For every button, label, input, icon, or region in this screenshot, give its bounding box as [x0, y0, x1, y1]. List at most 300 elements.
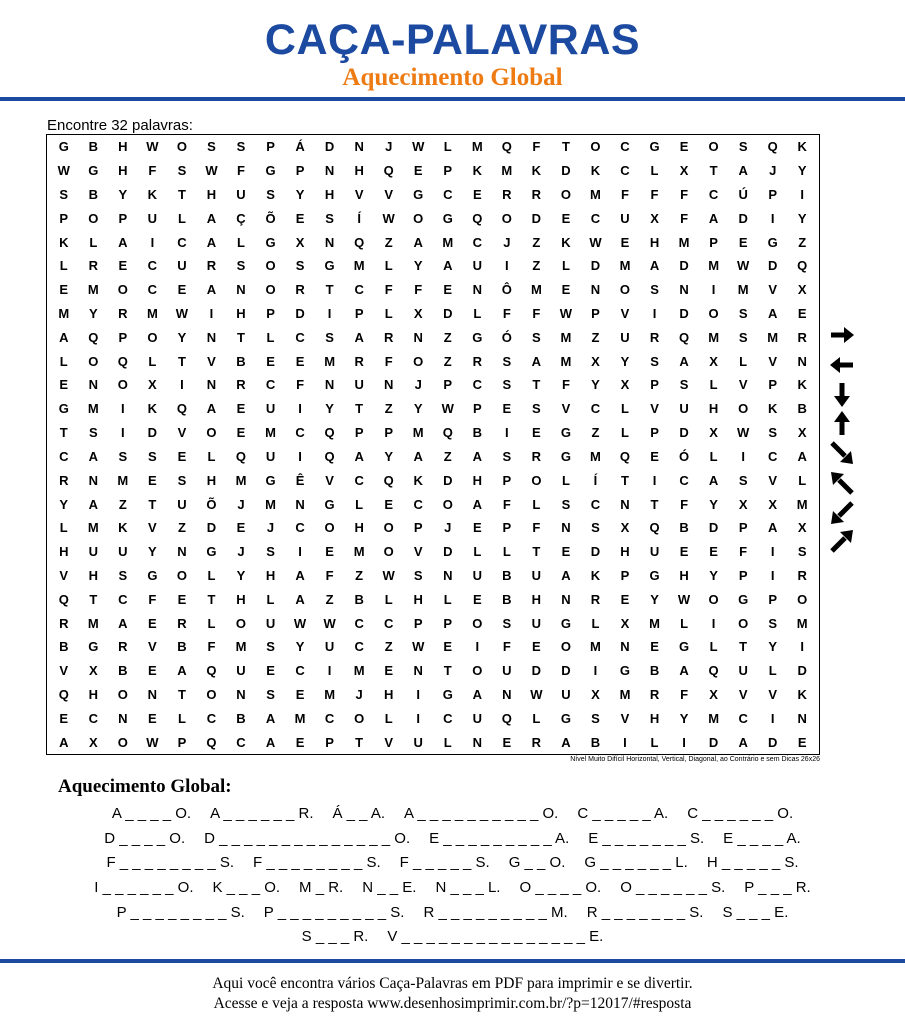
- grid-cell: G: [147, 567, 158, 583]
- grid-cell: P: [443, 615, 453, 631]
- clue-item: C _ _ _ _ _ _ O.: [687, 805, 794, 822]
- grid-cell: S: [738, 306, 748, 322]
- grid-cell: K: [147, 401, 158, 417]
- grid-cell: N: [502, 686, 512, 702]
- grid-cell: U: [236, 663, 246, 679]
- grid-cell: J: [414, 377, 422, 393]
- grid-cell: F: [739, 544, 748, 560]
- grid-cell: M: [649, 615, 660, 631]
- grid-cell: C: [295, 329, 305, 345]
- grid-cell: X: [797, 425, 807, 441]
- grid-cell: W: [737, 258, 750, 274]
- grid-cell: Z: [532, 258, 541, 274]
- grid-cell: E: [384, 496, 394, 512]
- grid-cell: M: [353, 544, 365, 560]
- grid-cell: Q: [354, 234, 365, 250]
- grid-cell: T: [709, 163, 718, 179]
- grid-cell: G: [58, 401, 69, 417]
- grid-cell: E: [620, 591, 630, 607]
- grid-cell: Y: [325, 401, 334, 417]
- clue-item: O _ _ _ _ O.: [519, 879, 602, 897]
- grid-cell: U: [472, 710, 482, 726]
- grid-cell: X: [148, 377, 157, 393]
- grid-cell: L: [207, 567, 216, 583]
- grid-cell: J: [237, 496, 245, 512]
- grid-cell: F: [650, 187, 659, 203]
- grid-cell: A: [443, 258, 453, 274]
- grid-cell: Y: [88, 306, 98, 322]
- grid-cell: M: [708, 258, 720, 274]
- grid-cell: F: [532, 306, 541, 322]
- grid-cell: W: [382, 210, 395, 226]
- grid-cell: Y: [709, 496, 718, 512]
- arrow-up-right-icon: [822, 528, 862, 554]
- grid-cell: M: [235, 639, 247, 655]
- grid-cell: D: [561, 663, 571, 679]
- grid-cell: V: [148, 520, 157, 536]
- grid-cell: U: [147, 210, 158, 226]
- grid-cell: O: [383, 544, 394, 560]
- grid-cell: O: [354, 710, 365, 726]
- clues-title: Aquecimento Global:: [58, 776, 232, 797]
- grid-cell: O: [88, 210, 99, 226]
- grid-cell: M: [58, 306, 70, 322]
- grid-cell: P: [59, 210, 69, 226]
- clue-item: R _ _ _ _ _ _ _ _ _ M.: [423, 903, 568, 921]
- clue-item: O _ _ _ _ _ _ S.: [620, 879, 726, 897]
- grid-cell: G: [265, 472, 276, 488]
- clue-item: S _ _ _ R.: [301, 928, 369, 946]
- grid-cell: D: [443, 472, 453, 488]
- grid-cell: M: [294, 710, 306, 726]
- grid-cell: C: [590, 401, 601, 417]
- grid-cell: V: [177, 425, 187, 441]
- grid-cell: P: [295, 163, 305, 179]
- grid-cell: Q: [383, 472, 394, 488]
- grid-cell: M: [590, 639, 601, 655]
- grid-cell: O: [147, 329, 158, 345]
- grid-cell: D: [531, 210, 542, 226]
- grid-cell: N: [88, 472, 98, 488]
- grid-cell: A: [59, 734, 69, 750]
- grid-cell: E: [532, 639, 541, 655]
- grid-cell: L: [621, 425, 629, 441]
- grid-cell: V: [768, 282, 778, 298]
- grid-cell: M: [265, 496, 276, 512]
- grid-cell: V: [768, 686, 778, 702]
- clue-item: D _ _ _ _ _ _ _ _ _ _ _ _ _ _ O.: [204, 829, 411, 847]
- grid-cell: J: [444, 520, 452, 536]
- grid-cell: N: [236, 686, 246, 702]
- grid-cell: M: [87, 615, 99, 631]
- grid-cell: M: [560, 329, 572, 345]
- grid-cell: O: [413, 353, 424, 369]
- grid-cell: D: [206, 520, 217, 536]
- grid-cell: C: [383, 615, 394, 631]
- grid-cell: T: [443, 663, 452, 679]
- grid-cell: A: [738, 734, 748, 750]
- grid-cell: I: [652, 306, 657, 322]
- grid-cell: A: [354, 448, 364, 464]
- clue-item: Á _ _ A.: [332, 805, 386, 822]
- grid-cell: M: [146, 306, 158, 322]
- grid-cell: A: [206, 401, 217, 417]
- grid-cell: O: [708, 139, 719, 155]
- grid-cell: Y: [650, 591, 659, 607]
- grid-cell: Q: [324, 425, 335, 441]
- grid-cell: A: [472, 496, 482, 512]
- grid-cell: C: [295, 520, 305, 536]
- grid-cell: L: [266, 591, 275, 607]
- grid-cell: E: [148, 710, 157, 726]
- grid-cell: F: [680, 187, 689, 203]
- grid-cell: H: [206, 187, 217, 203]
- grid-cell: Y: [797, 163, 807, 179]
- grid-cell: S: [266, 544, 275, 560]
- grid-cell: A: [797, 448, 807, 464]
- grid-cell: R: [502, 187, 512, 203]
- grid-cell: C: [147, 282, 158, 298]
- grid-cell: M: [412, 425, 424, 441]
- grid-cell: S: [325, 329, 334, 345]
- grid-cell: E: [679, 544, 689, 560]
- page-subtitle: Aquecimento Global: [342, 64, 563, 91]
- grid-cell: M: [87, 401, 99, 417]
- arrow-up-left-icon: [822, 470, 862, 496]
- grid-cell: Õ: [206, 496, 217, 512]
- grid-cell: I: [298, 448, 302, 464]
- grid-cell: S: [502, 615, 512, 631]
- grid-cell: G: [560, 615, 571, 631]
- grid-cell: A: [59, 329, 69, 345]
- grid-cell: L: [650, 163, 659, 179]
- grid-cell: Q: [117, 353, 128, 369]
- grid-cell: E: [148, 615, 157, 631]
- grid-cell: L: [237, 234, 245, 250]
- grid-cell: S: [236, 139, 246, 155]
- grid-cell: E: [266, 353, 275, 369]
- grid-cell: A: [88, 496, 98, 512]
- grid-cell: B: [118, 663, 128, 679]
- grid-cell: D: [767, 734, 778, 750]
- grid-cell: O: [531, 472, 542, 488]
- grid-cell: X: [650, 210, 659, 226]
- grid-cell: K: [59, 234, 69, 250]
- grid-cell: G: [265, 234, 276, 250]
- grid-cell: M: [117, 472, 129, 488]
- grid-cell: I: [505, 425, 509, 441]
- grid-cell: W: [559, 306, 573, 322]
- grid-cell: R: [472, 353, 482, 369]
- grid-cell: Y: [679, 710, 689, 726]
- grid-cell: L: [532, 496, 541, 512]
- grid-cell: E: [148, 472, 157, 488]
- grid-cell: P: [768, 591, 778, 607]
- grid-cell: W: [441, 401, 454, 417]
- grid-cell: O: [560, 187, 571, 203]
- grid-cell: Z: [798, 234, 807, 250]
- grid-cell: G: [265, 163, 276, 179]
- grid-cell: K: [118, 520, 128, 536]
- grid-cell: A: [561, 567, 571, 583]
- clue-row: [40, 876, 865, 901]
- grid-cell: G: [472, 329, 483, 345]
- grid-cell: D: [443, 306, 453, 322]
- grid-cell: U: [88, 544, 98, 560]
- grid-cell: L: [473, 544, 482, 560]
- arrow-down-icon: [822, 382, 862, 408]
- grid-cell: C: [354, 282, 364, 298]
- grid-cell: P: [413, 520, 423, 536]
- grid-cell: T: [532, 544, 541, 560]
- grid-cell: F: [502, 496, 511, 512]
- grid-cell: T: [177, 353, 186, 369]
- grid-cell: Y: [236, 567, 246, 583]
- grid-cell: P: [118, 210, 128, 226]
- grid-cell: D: [590, 258, 601, 274]
- grid-cell: N: [797, 353, 807, 369]
- grid-cell: V: [354, 187, 364, 203]
- grid-cell: Á: [295, 139, 305, 155]
- grid-cell: O: [560, 639, 571, 655]
- footer: [0, 974, 905, 1014]
- grid-cell: K: [413, 472, 423, 488]
- grid-cell: S: [561, 496, 571, 512]
- grid-cell: S: [88, 425, 98, 441]
- grid-cell: A: [354, 329, 364, 345]
- grid-cell: R: [590, 591, 601, 607]
- grid-cell: T: [237, 329, 245, 345]
- grid-cell: N: [797, 710, 807, 726]
- grid-cell: M: [501, 163, 513, 179]
- grid-cell: R: [295, 282, 305, 298]
- grid-cell: Z: [532, 234, 541, 250]
- grid-cell: O: [619, 282, 631, 298]
- grid-cell: C: [413, 496, 423, 512]
- grid-cell: E: [413, 163, 423, 179]
- grid-cell: O: [708, 306, 719, 322]
- grid-cell: N: [472, 282, 482, 298]
- grid-cell: C: [620, 139, 630, 155]
- grid-cell: I: [209, 306, 214, 322]
- grid-cell: Q: [383, 163, 394, 179]
- grid-cell: C: [295, 425, 305, 441]
- grid-cell: W: [412, 139, 425, 155]
- grid-cell: C: [177, 234, 187, 250]
- grid-cell: G: [324, 258, 335, 274]
- grid-cell: L: [680, 615, 689, 631]
- grid-cell: T: [177, 187, 186, 203]
- grid-cell: F: [680, 210, 689, 226]
- grid-cell: L: [768, 663, 777, 679]
- grid-cell: J: [385, 139, 393, 155]
- grid-cell: G: [649, 567, 660, 583]
- grid-cell: M: [87, 282, 99, 298]
- grid-cell: E: [236, 520, 246, 536]
- grid-cell: P: [650, 425, 659, 441]
- grid-cell: S: [266, 686, 275, 702]
- clue-item: P _ _ _ _ _ _ _ _ _ S.: [263, 903, 405, 921]
- grid-cell: Q: [708, 663, 719, 679]
- grid-cell: T: [739, 639, 748, 655]
- clue-item: F _ _ _ _ _ S.: [399, 854, 490, 872]
- grid-cell: N: [236, 282, 246, 298]
- grid-cell: F: [325, 567, 334, 583]
- grid-cell: S: [295, 258, 305, 274]
- grid-cell: A: [413, 448, 423, 464]
- grid-cell: M: [442, 234, 454, 250]
- grid-cell: Q: [649, 520, 660, 536]
- grid-cell: V: [148, 639, 157, 655]
- footer-line-2: Acesse e veja a resposta www.desenhosimprimir.com.br/?p=12017/#resposta: [213, 995, 692, 1012]
- grid-cell: I: [770, 567, 775, 583]
- grid-cell: I: [652, 472, 657, 488]
- grid-cell: N: [324, 234, 335, 250]
- grid-cell: U: [472, 567, 482, 583]
- grid-cell: M: [560, 353, 572, 369]
- grid-cell: K: [797, 686, 807, 702]
- grid-cell: M: [796, 496, 808, 512]
- grid-cell: M: [619, 686, 631, 702]
- grid-cell: E: [650, 639, 659, 655]
- clue-row: [40, 802, 865, 827]
- grid-cell: C: [738, 710, 748, 726]
- grid-cell: I: [593, 663, 598, 679]
- grid-cell: S: [738, 329, 748, 345]
- grid-cell: L: [502, 544, 511, 560]
- grid-cell: Q: [206, 734, 217, 750]
- clue-item: C _ _ _ _ _ A.: [577, 805, 669, 822]
- grid-cell: Y: [620, 353, 630, 369]
- grid-cell: W: [57, 163, 70, 179]
- grid-cell: H: [620, 544, 630, 560]
- grid-cell: R: [354, 353, 364, 369]
- grid-cell: B: [649, 663, 660, 679]
- grid-cell: X: [591, 353, 600, 369]
- grid-cell: I: [623, 734, 627, 750]
- grid-cell: Y: [295, 187, 305, 203]
- grid-cell: K: [147, 187, 158, 203]
- grid-cell: M: [265, 425, 276, 441]
- grid-cell: U: [236, 187, 246, 203]
- grid-cell: Q: [176, 401, 187, 417]
- grid-cell: T: [561, 139, 570, 155]
- grid-cell: P: [738, 567, 748, 583]
- grid-cell: L: [591, 615, 600, 631]
- grid-cell: J: [769, 163, 777, 179]
- grid-cell: Y: [413, 401, 423, 417]
- grid-cell: U: [649, 544, 660, 560]
- grid-cell: C: [354, 615, 364, 631]
- grid-cell: P: [502, 520, 512, 536]
- grid-cell: C: [472, 234, 482, 250]
- grid-cell: Y: [591, 377, 600, 393]
- grid-cell: U: [738, 663, 748, 679]
- arrow-left-icon: [822, 352, 862, 378]
- grid-cell: I: [150, 234, 155, 250]
- grid-cell: S: [207, 139, 216, 155]
- grid-cell: P: [266, 139, 275, 155]
- grid-cell: W: [146, 139, 159, 155]
- grid-cell: W: [412, 639, 425, 655]
- grid-cell: K: [472, 163, 482, 179]
- grid-cell: Q: [797, 258, 808, 274]
- grid-cell: Ú: [738, 187, 748, 203]
- grid-cell: B: [502, 567, 512, 583]
- grid-cell: A: [679, 663, 689, 679]
- grid-cell: P: [650, 377, 659, 393]
- clue-item: G _ _ _ _ _ _ L.: [584, 854, 688, 872]
- grid-cell: G: [206, 544, 217, 560]
- grid-cell: X: [797, 520, 807, 536]
- grid-cell: O: [206, 686, 217, 702]
- grid-cell: Z: [355, 567, 364, 583]
- grid-cell: T: [148, 496, 157, 512]
- grid-cell: X: [738, 496, 748, 512]
- grid-cell: N: [620, 496, 630, 512]
- grid-cell: O: [324, 520, 335, 536]
- grid-cell: S: [266, 639, 275, 655]
- grid-cell: G: [560, 710, 571, 726]
- grid-cell: T: [325, 282, 334, 298]
- grid-cell: D: [590, 544, 601, 560]
- grid-cell: P: [118, 329, 128, 345]
- grid-cell: I: [741, 448, 745, 464]
- level-note: Nível Muito Difícil Horizontal, Vertical, Diagonal, ao Contrário e sem Dicas 26x26: [570, 756, 820, 763]
- grid-cell: V: [620, 710, 630, 726]
- clue-item: A _ _ _ _ O.: [111, 805, 192, 822]
- grid-cell: K: [590, 567, 601, 583]
- grid-cell: X: [709, 686, 718, 702]
- grid-cell: X: [88, 734, 98, 750]
- grid-cell: A: [472, 448, 482, 464]
- grid-cell: D: [147, 425, 158, 441]
- grid-cell: H: [206, 472, 217, 488]
- grid-cell: F: [502, 306, 511, 322]
- grid-cell: E: [59, 377, 69, 393]
- grid-cell: U: [354, 377, 364, 393]
- grid-cell: Z: [384, 401, 393, 417]
- grid-cell: L: [207, 615, 216, 631]
- grid-cell: E: [797, 306, 807, 322]
- grid-cell: S: [413, 567, 423, 583]
- grid-cell: C: [206, 710, 217, 726]
- grid-cell: O: [413, 210, 424, 226]
- grid-cell: U: [620, 329, 630, 345]
- grid-cell: B: [354, 591, 364, 607]
- grid-cell: L: [709, 448, 718, 464]
- grid-cell: E: [502, 401, 512, 417]
- grid-cell: I: [416, 686, 421, 702]
- grid-cell: L: [443, 734, 452, 750]
- grid-cell: Z: [384, 234, 393, 250]
- grid-cell: G: [767, 234, 778, 250]
- grid-cell: Y: [797, 210, 807, 226]
- grid-cell: H: [531, 591, 542, 607]
- grid-cell: Y: [413, 258, 423, 274]
- arrow-down-right-icon: [822, 440, 862, 466]
- grid-cell: L: [798, 472, 807, 488]
- grid-cell: E: [443, 639, 453, 655]
- grid-cell: V: [325, 472, 334, 488]
- arrow-down-left-icon: [822, 500, 862, 526]
- grid-cell: S: [266, 187, 275, 203]
- grid-cell: R: [59, 472, 69, 488]
- grid-cell: N: [88, 377, 98, 393]
- grid-cell: U: [324, 639, 335, 655]
- grid-cell: U: [531, 567, 542, 583]
- grid-cell: M: [530, 282, 542, 298]
